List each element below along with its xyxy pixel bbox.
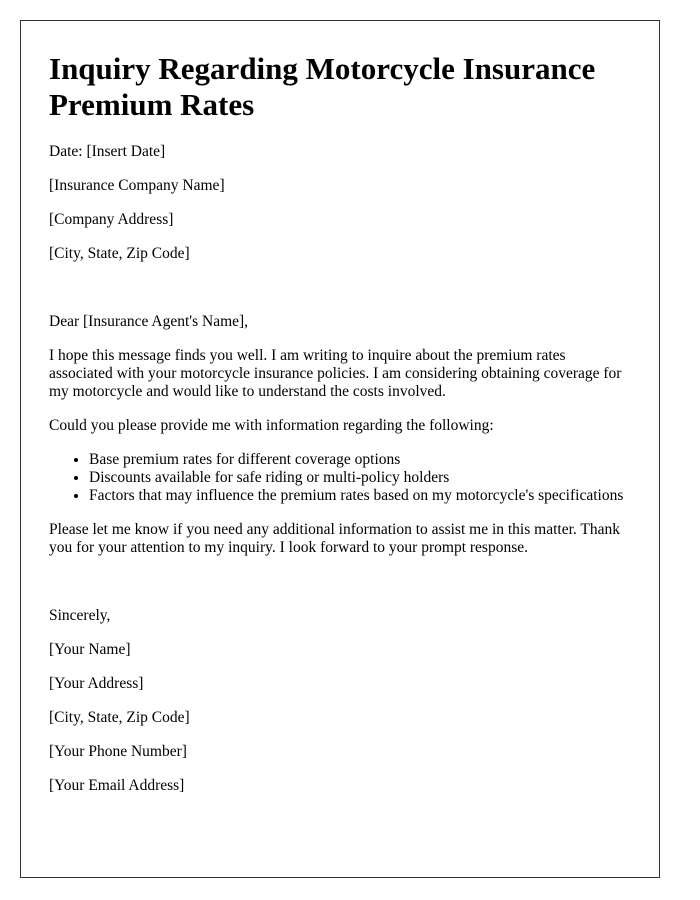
signature-block [49, 607, 631, 795]
letter-page [20, 20, 660, 878]
sender-city-state-zip: [City, State, Zip Code] [49, 709, 190, 726]
company-city-state-zip: [City, State, Zip Code] [49, 245, 190, 262]
letter-header [49, 143, 631, 263]
list-item: • Discounts available for safe riding or multi-policy holders [89, 469, 631, 487]
request-paragraph: Could you please provide me with information regarding the following: [49, 417, 494, 434]
closing-word: Sincerely, [49, 607, 111, 624]
salutation: Dear [Insurance Agent's Name], [49, 313, 249, 330]
list-item: • Factors that may influence the premium rates based on my motorcycle's specifications [89, 487, 631, 505]
closing-paragraph: Please let me know if you need any additional information to assist me in this matter. Thank you for your attention to my inquiry. I look forward to your prompt response. [49, 521, 620, 556]
company-address: [Company Address] [49, 211, 174, 228]
request-list [49, 451, 631, 505]
intro-paragraph: I hope this message finds you well. I am writing to inquire about the premium rates associated with your motorcycle insurance policies. I am considering obtaining coverage for my motorcycle and would like to understand the costs involved. [49, 347, 622, 400]
list-item: • Base premium rates for different coverage options [89, 451, 631, 469]
sender-address: [Your Address] [49, 675, 144, 692]
company-name: [Insurance Company Name] [49, 177, 225, 194]
section-gap [49, 573, 631, 607]
sender-phone: [Your Phone Number] [49, 743, 187, 760]
sender-name: [Your Name] [49, 641, 131, 658]
letter-title: Inquiry Regarding Motorcycle Insurance Premium Rates [49, 51, 596, 122]
section-gap [49, 279, 631, 313]
sender-email: [Your Email Address] [49, 777, 185, 794]
date-line: Date: [Insert Date] [49, 143, 166, 160]
